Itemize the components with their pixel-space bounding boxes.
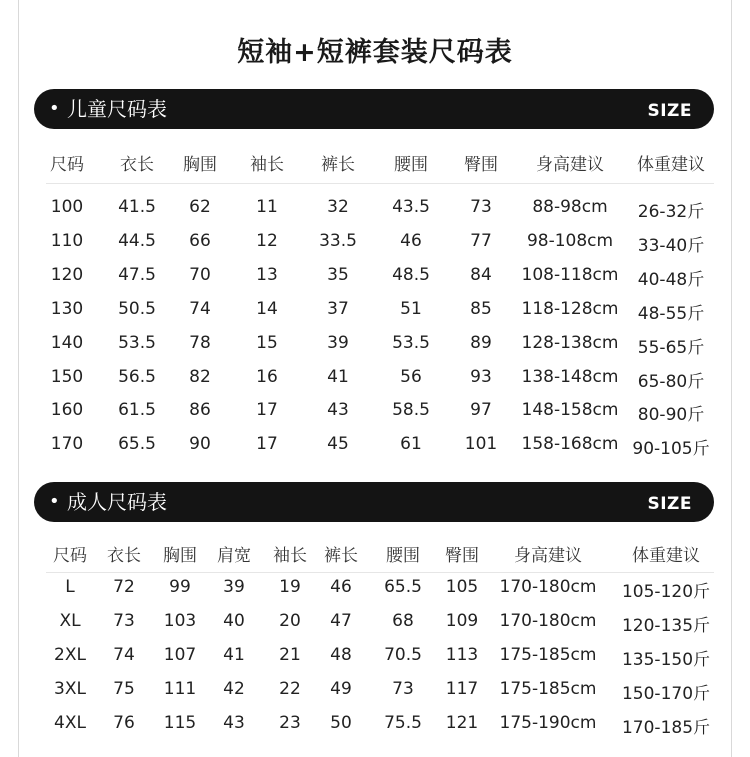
adult-header-cell: 袖长 xyxy=(273,546,307,566)
table-cell: 17 xyxy=(256,400,278,420)
table-cell: 45 xyxy=(327,434,349,454)
table-cell: 65.5 xyxy=(384,577,422,597)
table-cell: 75.5 xyxy=(384,713,422,733)
table-cell: 51 xyxy=(400,299,422,319)
table-cell: 115 xyxy=(163,713,197,733)
adult-header-cell: 肩宽 xyxy=(217,546,251,566)
bullet-icon: • xyxy=(49,491,60,512)
frame-border-left xyxy=(18,0,19,757)
table-cell: 75 xyxy=(113,679,135,699)
table-cell: 35 xyxy=(327,265,349,285)
table-cell: 72 xyxy=(113,577,135,597)
table-cell: 50 xyxy=(330,713,352,733)
table-cell: 65.5 xyxy=(118,434,156,454)
adult-header-cell: 体重建议 xyxy=(632,546,700,566)
table-cell: 90 xyxy=(189,434,211,454)
children-header-cell: 臀围 xyxy=(464,155,498,175)
table-cell: 44.5 xyxy=(118,231,156,251)
table-cell: 97 xyxy=(470,400,492,420)
table-cell: 150 xyxy=(50,367,84,387)
table-cell: 73 xyxy=(470,197,492,217)
adult-header-cell: 衣长 xyxy=(107,546,141,566)
table-cell: 56.5 xyxy=(118,367,156,387)
table-cell: 43 xyxy=(223,713,245,733)
table-cell: 103 xyxy=(163,611,197,631)
adult-header-cell: 臀围 xyxy=(445,546,479,566)
table-cell: 100 xyxy=(50,197,84,217)
children-header-cell: 身高建议 xyxy=(536,155,604,175)
table-cell: 22 xyxy=(279,679,301,699)
table-cell: 148-158cm xyxy=(521,400,619,420)
size-label: SIZE xyxy=(647,101,692,121)
children-header-cell: 腰围 xyxy=(394,155,428,175)
table-cell: 135-150斤 xyxy=(621,650,711,670)
table-cell: 82 xyxy=(189,367,211,387)
table-cell: 175-185cm xyxy=(499,679,597,699)
table-cell: 43.5 xyxy=(392,197,430,217)
table-cell: 17 xyxy=(256,434,278,454)
children-header-cell: 袖长 xyxy=(250,155,284,175)
table-cell: 23 xyxy=(279,713,301,733)
table-cell: 170-185斤 xyxy=(621,718,711,738)
table-cell: 175-190cm xyxy=(499,713,597,733)
table-cell: 53.5 xyxy=(118,333,156,353)
children-header-cell: 胸围 xyxy=(183,155,217,175)
table-cell: L xyxy=(65,577,75,597)
table-cell: 3XL xyxy=(54,679,86,699)
table-cell: 13 xyxy=(256,265,278,285)
children-header-divider xyxy=(46,183,714,184)
table-cell: 15 xyxy=(256,333,278,353)
table-cell: 48-55斤 xyxy=(637,304,705,324)
table-cell: 56 xyxy=(400,367,422,387)
table-cell: 41 xyxy=(327,367,349,387)
table-cell: 105 xyxy=(445,577,479,597)
table-cell: 158-168cm xyxy=(521,434,619,454)
table-cell: 42 xyxy=(223,679,245,699)
table-cell: 175-185cm xyxy=(499,645,597,665)
adult-section-header xyxy=(34,482,714,522)
children-header-cell: 裤长 xyxy=(321,155,355,175)
table-cell: 120 xyxy=(50,265,84,285)
adult-section-title: 成人尺码表 xyxy=(67,490,167,514)
table-cell: 61.5 xyxy=(118,400,156,420)
table-cell: 4XL xyxy=(54,713,86,733)
table-cell: 130 xyxy=(50,299,84,319)
table-cell: 53.5 xyxy=(392,333,430,353)
table-cell: 74 xyxy=(189,299,211,319)
table-cell: 47 xyxy=(330,611,352,631)
table-cell: 140 xyxy=(50,333,84,353)
table-cell: 98-108cm xyxy=(526,231,614,251)
table-cell: 101 xyxy=(464,434,498,454)
table-cell: 109 xyxy=(445,611,479,631)
table-cell: 170 xyxy=(50,434,84,454)
table-cell: 46 xyxy=(400,231,422,251)
table-cell: 11 xyxy=(256,197,278,217)
adult-header-cell: 尺码 xyxy=(53,546,87,566)
table-cell: 58.5 xyxy=(392,400,430,420)
table-cell: 170-180cm xyxy=(499,611,597,631)
page-title: 短袖+短裤套装尺码表 xyxy=(237,37,513,68)
table-cell: 48.5 xyxy=(392,265,430,285)
table-cell: 32 xyxy=(327,197,349,217)
table-cell: 138-148cm xyxy=(521,367,619,387)
table-cell: 2XL xyxy=(54,645,86,665)
table-cell: 12 xyxy=(256,231,278,251)
table-cell: XL xyxy=(59,611,81,631)
table-cell: 19 xyxy=(279,577,301,597)
table-cell: 84 xyxy=(470,265,492,285)
table-cell: 62 xyxy=(189,197,211,217)
children-header-cell: 尺码 xyxy=(50,155,84,175)
adult-header-divider xyxy=(46,572,714,573)
adult-header-cell: 胸围 xyxy=(163,546,197,566)
table-cell: 93 xyxy=(470,367,492,387)
table-cell: 113 xyxy=(445,645,479,665)
table-cell: 150-170斤 xyxy=(621,684,711,704)
table-cell: 74 xyxy=(113,645,135,665)
frame-border-right xyxy=(731,0,732,757)
table-cell: 73 xyxy=(113,611,135,631)
table-cell: 78 xyxy=(189,333,211,353)
table-cell: 90-105斤 xyxy=(632,439,710,459)
table-cell: 43 xyxy=(327,400,349,420)
table-cell: 33-40斤 xyxy=(637,236,705,256)
table-cell: 99 xyxy=(169,577,191,597)
table-cell: 85 xyxy=(470,299,492,319)
table-cell: 16 xyxy=(256,367,278,387)
table-cell: 128-138cm xyxy=(521,333,619,353)
table-cell: 39 xyxy=(223,577,245,597)
table-cell: 88-98cm xyxy=(532,197,608,217)
table-cell: 41 xyxy=(223,645,245,665)
table-cell: 65-80斤 xyxy=(637,372,705,392)
table-cell: 50.5 xyxy=(118,299,156,319)
adult-header-cell: 身高建议 xyxy=(514,546,582,566)
table-cell: 70 xyxy=(189,265,211,285)
table-cell: 33.5 xyxy=(319,231,357,251)
table-cell: 117 xyxy=(445,679,479,699)
table-cell: 80-90斤 xyxy=(637,405,705,425)
table-cell: 105-120斤 xyxy=(621,582,711,602)
table-cell: 37 xyxy=(327,299,349,319)
table-cell: 61 xyxy=(400,434,422,454)
table-cell: 21 xyxy=(279,645,301,665)
children-section-header xyxy=(34,89,714,129)
table-cell: 20 xyxy=(279,611,301,631)
children-section-title: 儿童尺码表 xyxy=(67,97,167,121)
table-cell: 111 xyxy=(163,679,197,699)
children-header-cell: 衣长 xyxy=(120,155,154,175)
table-cell: 121 xyxy=(445,713,479,733)
table-cell: 89 xyxy=(470,333,492,353)
adult-header-cell: 腰围 xyxy=(386,546,420,566)
children-header-cell: 体重建议 xyxy=(637,155,705,175)
adult-header-cell: 裤长 xyxy=(324,546,358,566)
table-cell: 48 xyxy=(330,645,352,665)
table-cell: 86 xyxy=(189,400,211,420)
table-cell: 14 xyxy=(256,299,278,319)
bullet-icon: • xyxy=(49,98,60,119)
table-cell: 107 xyxy=(163,645,197,665)
table-cell: 108-118cm xyxy=(521,265,619,285)
table-cell: 120-135斤 xyxy=(621,616,711,636)
table-cell: 160 xyxy=(50,400,84,420)
table-cell: 70.5 xyxy=(384,645,422,665)
table-cell: 26-32斤 xyxy=(637,202,705,222)
table-cell: 110 xyxy=(50,231,84,251)
table-cell: 47.5 xyxy=(118,265,156,285)
table-cell: 66 xyxy=(189,231,211,251)
table-cell: 41.5 xyxy=(118,197,156,217)
table-cell: 55-65斤 xyxy=(637,338,705,358)
table-cell: 40 xyxy=(223,611,245,631)
table-cell: 73 xyxy=(392,679,414,699)
table-cell: 68 xyxy=(392,611,414,631)
table-cell: 76 xyxy=(113,713,135,733)
size-label: SIZE xyxy=(647,494,692,514)
table-cell: 40-48斤 xyxy=(637,270,705,290)
table-cell: 49 xyxy=(330,679,352,699)
table-cell: 39 xyxy=(327,333,349,353)
table-cell: 46 xyxy=(330,577,352,597)
table-cell: 118-128cm xyxy=(521,299,619,319)
table-cell: 77 xyxy=(470,231,492,251)
table-cell: 170-180cm xyxy=(499,577,597,597)
